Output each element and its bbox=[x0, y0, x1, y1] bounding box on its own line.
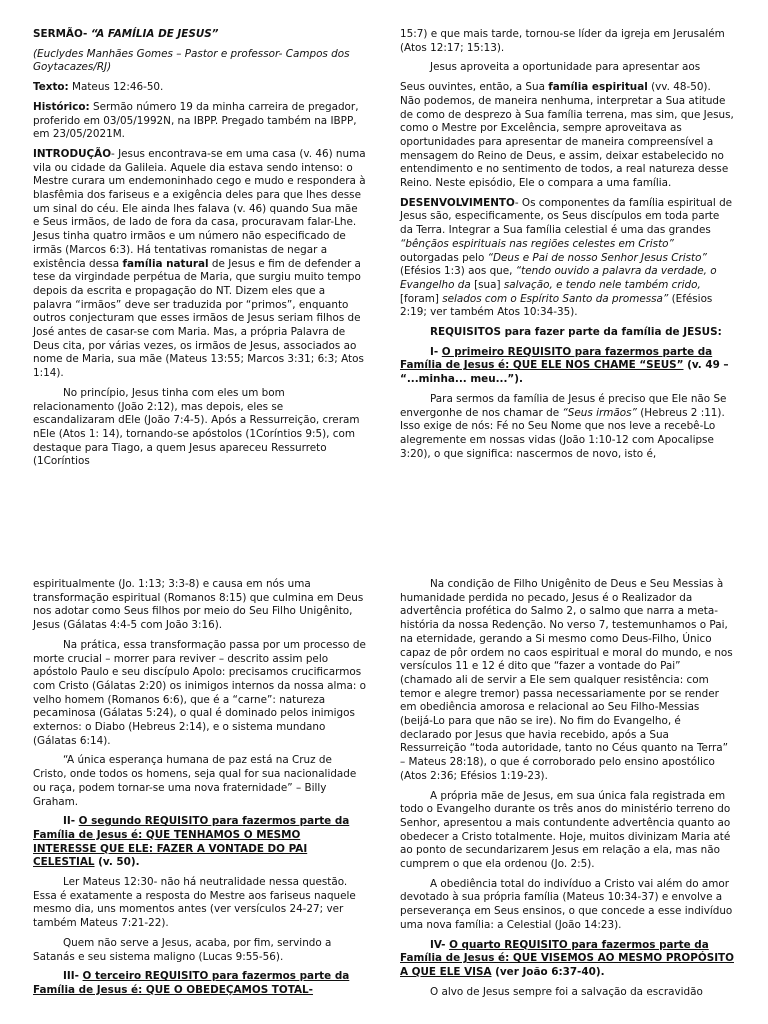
mae-paragraph: A própria mãe de Jesus, em sua única fala registrada em todo o Evangelho durante os três anos do ministério terreno do Senhor, apresentou a mais contundente advertência quanto ao obedecer a Cristo totalmente. Hoje, muitos divinizam Maria até ao ponto de secundarizarem Jesus em relação a ela, mas não cumprem o que ela ordenou (Jo. 2:5). bbox=[400, 789, 731, 871]
sermon-title: SERMÃO- “A FAMÍLIA DE JESUS” bbox=[33, 28, 219, 40]
page-2-left-column bbox=[33, 578, 367, 1004]
principio-paragraph: No princípio, Jesus tinha com eles um bom relacionamento (João 2:12), mas depois, eles se escandalizaram dEle (João 7:4-5). Após a Ressurreição, creram nEle (Atos 1: 14), tornando-se apóstolos (1Coríntios 9:5), com destaque para Tiago, a quem Jesus apareceu Ressurreto (1Coríntios bbox=[33, 386, 360, 468]
billy-graham-quote: “A única esperança humana de paz está na Cruz de Cristo, onde todos os homens, seja qual for sua nacionalidade ou raça, podem tornar-se uma nova fraternidade” – Billy Graham. bbox=[33, 754, 357, 808]
requisitos-heading: REQUISITOS para fazer parte da família de JESUS: bbox=[430, 326, 722, 339]
condicao-paragraph: Na condição de Filho Unigênito de Deus e Seu Messias à humanidade perdida no pecado, Jesus é o Realizador da advertência profética do Salmo 2, o salmo que narra a meta-história da nossa Redenção. No verso 7, testemunhamos o Pai, na eternidade, gerando a Si mesmo como Deus-Filho, Único capaz de pôr ordem no caos espiritual e moral do mundo, e nos versículos 11 e 12 é dito que “fazer a vontade do Pai” (chamado ali de servir a Ele sem qualquer resistência: com temor e alegre tremor) passa necessariamente por se render em obediência amorosa e relacional ao Seu Filho-Messias (beijá-Lo para que não se ire). No fim do Evangelho, é declarado por Jesus que havia recebido, após a Sua Ressurreição “toda autoridade, tanto no Céus quanto na Terra” – Mateus 28:18), o que é corroborado pelo ensino apostólico (Atos 2:36; Efésios 1:19-23). bbox=[400, 578, 733, 782]
para-sermos-paragraph: Para sermos da família de Jesus é preciso que Ele não Se envergonhe de nos chamar de “Seus irmãos” (Hebreus 2 :11). Isso exige de nós: Fé no Seu Nome que nos leve a recebê-Lo alegremente em nossas vidas (João 1:10-12 com Apocalipse 3:20), o que significa: nascermos de novo, isto é, bbox=[400, 392, 727, 460]
alvo-line: O alvo de Jesus sempre foi a salvação da escravidão bbox=[430, 985, 703, 998]
intro-paragraph: INTRODUÇÃO- Jesus encontrava-se em uma casa (v. 46) numa vila ou cidade da Galileia. Aquele dia estava sendo intenso: o Mestre curara um endemoninhado cego e mudo e respondera à blasfêmia dos fariseus e a exigência deles para que lhes desse um sinal do céu. Ele ainda lhes falava (v. 46) quando Sua mãe e Seus irmãos, de lado de fora da casa, procuravam falar-Lhe. Jesus tinha quatro irmãos e um número não especificado de irmãs (Marcos 6:3). Há tentativas romanistas de negar a existência dessa família natural de Jesus e fim de defender a tese da virgindade perpétua de Maria, que surgiu muito tempo depois da escrita e propagação do NT. Dizem eles que a palavra “irmãos” deve ser traduzida por “primos”, enquanto outros conjecturam que esses irmãos de Jesus seriam filhos de José antes de casar-se com Maria. Mas, a própria Palavra de Deus cita, por várias vezes, os irmãos de Jesus, associados ao nome de Maria, sua mãe (Mateus 13:55; Marcos 3:31; 6:3; Atos 1:14). bbox=[33, 147, 366, 380]
page-2-continuation: espiritualmente (Jo. 1:13; 3:3-8) e causa em nós uma transformação espiritual (Romanos 8:15) que culmina em Deus nos adotar como Seus filhos por meio do Seu Filho Unigênito, Jesus (Gálatas 4:4-5 com João 3:16). bbox=[33, 578, 364, 632]
requisito-1-heading: I- O primeiro REQUISITO para fazermos parte da Família de Jesus é: QUE ELE NOS CHAME “SEUS” (v. 49 – “...minha... meu...”). bbox=[400, 345, 729, 386]
requisito-3-heading: III- O terceiro REQUISITO para fazermos parte da Família de Jesus é: QUE O OBEDEÇAMOS TOTAL- bbox=[33, 970, 350, 996]
quem-paragraph: Quem não serve a Jesus, acaba, por fim, servindo a Satanás e seu sistema maligno (Lucas 9:55-56). bbox=[33, 936, 332, 963]
requisito-2-heading: II- O segundo REQUISITO para fazermos parte da Família de Jesus é: QUE TENHAMOS O MESMO INTERESSE QUE ELE: FAZER A VONTADE DO PAI CELESTIAL (v. 50). bbox=[33, 815, 350, 869]
texto-line: Texto: Mateus 12:46-50. bbox=[33, 81, 164, 94]
page-2 bbox=[0, 512, 768, 1024]
requisito-4-heading: IV- O quarto REQUISITO para fazermos parte da Família de Jesus é: QUE VISEMOS AO MESMO PROPÓSITO A QUE ELE VISA (ver João 6:37-40). bbox=[400, 938, 734, 978]
obediencia-paragraph: A obediência total do indivíduo a Cristo vai além do amor devotado à sua própria família (Mateus 10:34-37) e envolve a perseverança em Seus ensinos, o que concede a esse indivíduo uma nova família: a Celestial (João 14:23). bbox=[400, 877, 733, 931]
continuation-paragraph: 15:7) e que mais tarde, tornou-se líder da igreja em Jerusalém (Atos 12:17; 15:13). bbox=[400, 28, 725, 54]
aproveita-line: Jesus aproveita a oportunidade para apresentar aos bbox=[430, 61, 701, 74]
page-1-left-column bbox=[33, 28, 367, 475]
historico-paragraph: Histórico: Sermão número 19 da minha carreira de pregador, proferido em 03/05/1992N, na IBPP. Pregado também na IBPP, em 23/05/2021M. bbox=[33, 100, 359, 141]
ler-paragraph: Ler Mateus 12:30- não há neutralidade nessa questão. Essa é exatamente a resposta do Mestre aos fariseus naquele mesmo dia, uns momentos antes (ver versículos 24-27; ver também Mateus 7:21-22). bbox=[33, 876, 356, 930]
pratica-paragraph: Na prática, essa transformação passa por um processo de morte crucial – morrer para reviver – descrito assim pelo apóstolo Paulo e seu discípulo Apolo: precisamos crucificarmos com Cristo (Gálatas 2:20) os inimigos internos da nossa alma: o velho homem (Romanos 6:6), que é a “carne”: natureza pecaminosa (Gálatas 5:24), o qual é dominado pelos inimigos externos: o Diabo (Hebreus 2:14), e o sistema mundano (Gálatas 6:14). bbox=[33, 638, 367, 747]
author-line: (Euclydes Manhães Gomes – Pastor e professor- Campos dos Goytacazes/RJ) bbox=[33, 47, 350, 74]
page-2-right-column bbox=[400, 578, 734, 1005]
desenvolvimento-paragraph: DESENVOLVIMENTO- Os componentes da família espiritual de Jesus são, especificamente, os Seus discípulos em toda parte da Terra. Integrar a Sua família celestial é uma das grandes “bênçãos espirituais nas regiões celestes em Cristo” outorgadas pelo “Deus e Pai de nosso Senhor Jesus Cristo” (Efésios 1:3) aos que, “tendo ouvido a palavra da verdade, o Evangelho da [sua] salvação, e tendo nele também crido, [foram] selados com o Espírito Santo da promessa” (Efésios 2:19; ver também Atos 10:34-35). bbox=[400, 196, 733, 319]
page-1-right-column bbox=[400, 28, 734, 467]
ouvintes-paragraph: Seus ouvintes, então, a Sua família espiritual (vv. 48-50). Não podemos, de maneira nenhuma, interpretar a Sua atitude de como de desprezo à Sua família terrena, mas sim, que Jesus, como o Mestre por Excelência, sempre aproveitava as oportunidades para apresentar de maneira compreensível a mensagem do Reino de Deus, e assim, deixar estabelecido no entendimento e no sentimento de todos, a real natureza desse Reino. Neste episódio, Ele o compara a uma família. bbox=[400, 81, 734, 190]
